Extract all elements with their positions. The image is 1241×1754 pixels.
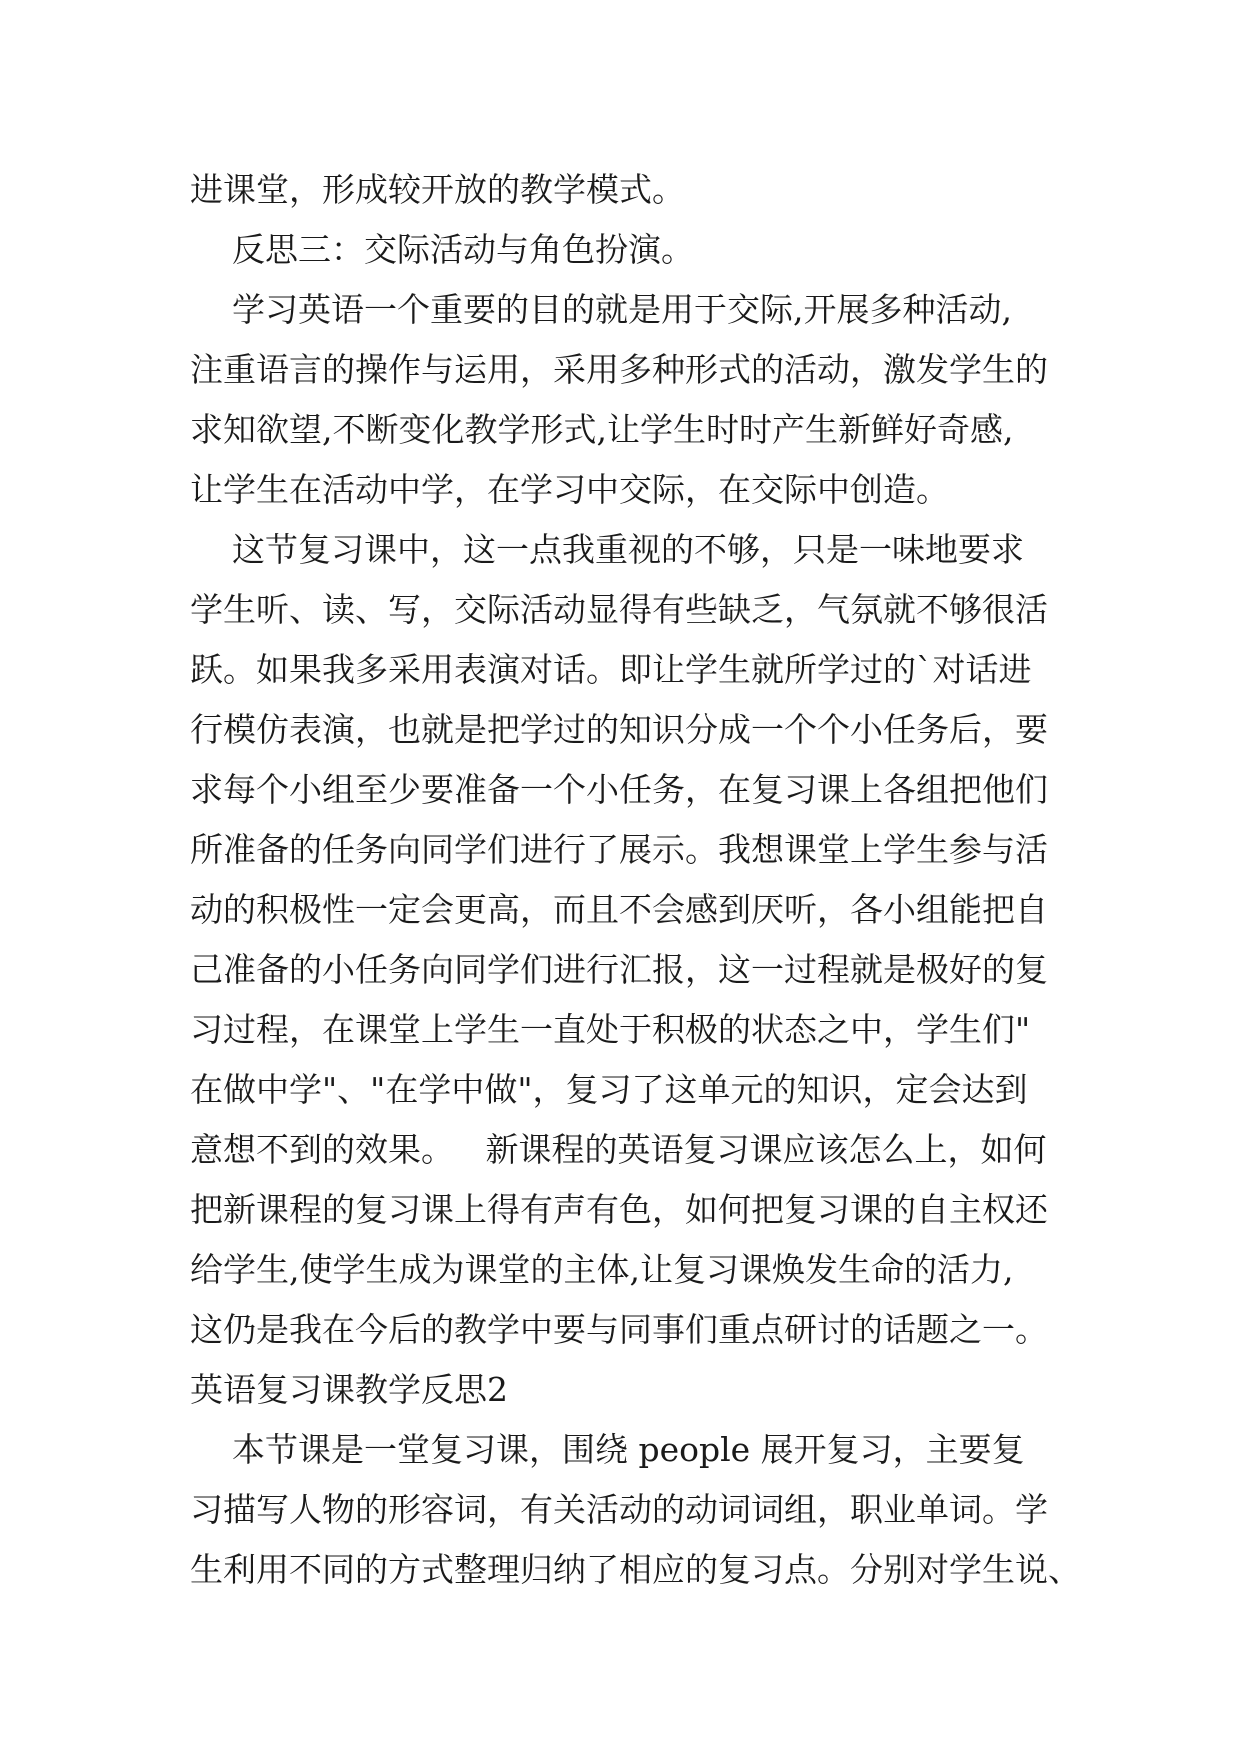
text-line: 所准备的任务向同学们进行了展示。我想课堂上学生参与活: [190, 830, 1048, 869]
document-body: [190, 160, 1090, 1600]
text-line: 生利用不同的方式整理归纳了相应的复习点。分别对学生说、: [190, 1550, 1081, 1589]
text-line: 进课堂，形成较开放的教学模式。: [190, 170, 685, 209]
text-line: 意想不到的效果。 新课程的英语复习课应该怎么上，如何: [190, 1130, 1047, 1169]
text-line: 习过程，在课堂上学生一直处于积极的状态之中，学生们": [190, 1010, 1031, 1049]
text-line: 反思三：交际活动与角色扮演。: [190, 230, 694, 269]
text-line: 学习英语一个重要的目的就是用于交际,开展多种活动,: [190, 290, 1012, 329]
text-line: 注重语言的操作与运用，采用多种形式的活动，激发学生的: [190, 350, 1048, 389]
text-line: 把新课程的复习课上得有声有色，如何把复习课的自主权还: [190, 1190, 1048, 1229]
text-line: 求每个小组至少要准备一个小任务，在复习课上各组把他们: [190, 770, 1048, 809]
text-line: 本节课是一堂复习课，围绕 people 展开复习，主要复: [190, 1430, 1025, 1469]
text-line: 动的积极性一定会更高，而且不会感到厌听，各小组能把自: [190, 890, 1048, 929]
text-line: 学生听、读、写，交际活动显得有些缺乏，气氛就不够很活: [190, 590, 1048, 629]
text-line: 跃。如果我多采用表演对话。即让学生就所学过的`对话进: [190, 650, 1032, 689]
text-line: 这节复习课中，这一点我重视的不够，只是一味地要求: [190, 530, 1024, 569]
text-line: 己准备的小任务向同学们进行汇报，这一过程就是极好的复: [190, 950, 1048, 989]
section-heading: 英语复习课教学反思2: [190, 1370, 508, 1409]
text-line: 求知欲望,不断变化教学形式,让学生时时产生新鲜好奇感,: [190, 410, 1014, 449]
text-line: 这仍是我在今后的教学中要与同事们重点研讨的话题之一。: [190, 1310, 1048, 1349]
text-line: 习描写人物的形容词，有关活动的动词词组，职业单词。学: [190, 1490, 1048, 1529]
text-line: 行模仿表演，也就是把学过的知识分成一个个小任务后，要: [190, 710, 1048, 749]
text-line: 在做中学"、"在学中做"，复习了这单元的知识，定会达到: [190, 1070, 1028, 1109]
text-line: 给学生,使学生成为课堂的主体,让复习课焕发生命的活力,: [190, 1250, 1014, 1289]
text-line: 让学生在活动中学，在学习中交际，在交际中创造。: [190, 470, 949, 509]
